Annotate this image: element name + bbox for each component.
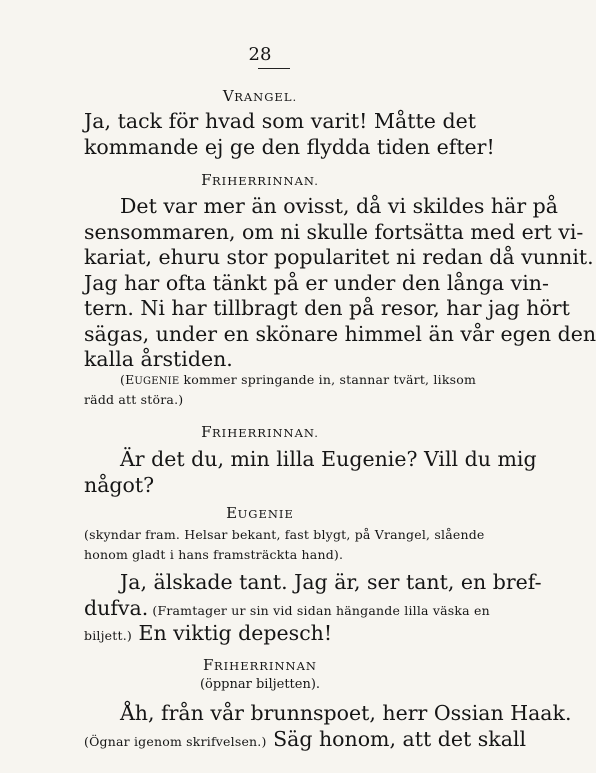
stage-direction: rädd att störa.) xyxy=(84,392,184,407)
speaker-smallcaps: UGENIE xyxy=(237,507,294,521)
text-line: tern. Ni har tillbragt den på resor, har jag hört xyxy=(84,296,570,320)
text-line: Åh, från vår brunnspoet, herr Ossian Haak. xyxy=(120,701,572,725)
speaker-friherrinnan xyxy=(0,422,520,443)
text-line: Det var mer än ovisst, då vi skildes här på xyxy=(120,194,559,218)
text-segment: dufva. xyxy=(84,596,149,620)
text-line: kommande ej ge den flydda tiden efter! xyxy=(84,135,495,159)
page-number-rule xyxy=(258,68,290,69)
stage-direction: (Framtager ur sin vid sidan hängande lilla väska en xyxy=(148,603,490,618)
speaker-smallcaps: RIHERRINNAN xyxy=(213,659,317,673)
speaker-eugenie xyxy=(0,503,520,524)
speaker-initial: F xyxy=(201,171,212,189)
text-line xyxy=(84,726,527,755)
speaker-friherrinnan xyxy=(0,170,520,191)
text-line: sägas, under en skönare himmel än vår egen den xyxy=(84,322,596,346)
speaker-smallcaps: RIHERRINNAN. xyxy=(212,426,319,440)
speaker-smallcaps: RIHERRINNAN. xyxy=(212,174,319,188)
speaker-smallcaps: RANGEL. xyxy=(234,90,298,104)
stage-direction: biljett.) xyxy=(84,628,132,643)
speaker-friherrinnan xyxy=(0,655,520,676)
stage-direction xyxy=(120,370,476,392)
text-line: Ja, tack för hvad som varit! Måtte det xyxy=(84,109,476,133)
speaker-initial: F xyxy=(201,423,212,441)
stage-direction: (skyndar fram. Helsar bekant, fast blygt, på Vrangel, slående xyxy=(84,527,485,542)
text-segment: Säg honom, att det skall xyxy=(266,727,527,751)
text-line: kalla årstiden. xyxy=(84,347,233,371)
stage-smallcaps: UGENIE xyxy=(134,376,180,387)
text-line: sensommaren, om ni skulle fortsätta med ert vi- xyxy=(84,220,584,244)
speaker-vrangel xyxy=(0,86,520,107)
stage-direction: (öppnar biljetten). xyxy=(199,677,321,692)
page-number: 28 xyxy=(248,44,272,65)
text-line: kariat, ehuru stor popularitet ni redan då vunnit. xyxy=(84,245,594,269)
stage-direction: (Ögnar igenom skrifvelsen.) xyxy=(84,734,267,749)
text-line: Ja, älskade tant. Jag är, ser tant, en bref- xyxy=(120,570,542,594)
speaker-initial: E xyxy=(226,504,238,522)
text-line: något? xyxy=(84,473,155,497)
speaker-initial: F xyxy=(203,656,214,674)
stage-text: (E xyxy=(120,372,135,387)
stage-text: kommer springande in, stannar tvärt, liksom xyxy=(179,372,476,387)
text-segment: En viktig depesch! xyxy=(131,621,333,645)
speaker-initial: V xyxy=(222,87,235,105)
text-line: Jag har ofta tänkt på er under den långa vin- xyxy=(84,271,549,295)
text-line: Är det du, min lilla Eugenie? Vill du mig xyxy=(120,447,537,471)
text-line xyxy=(84,620,476,649)
stage-direction: honom gladt i hans framsträckta hand). xyxy=(84,547,344,562)
